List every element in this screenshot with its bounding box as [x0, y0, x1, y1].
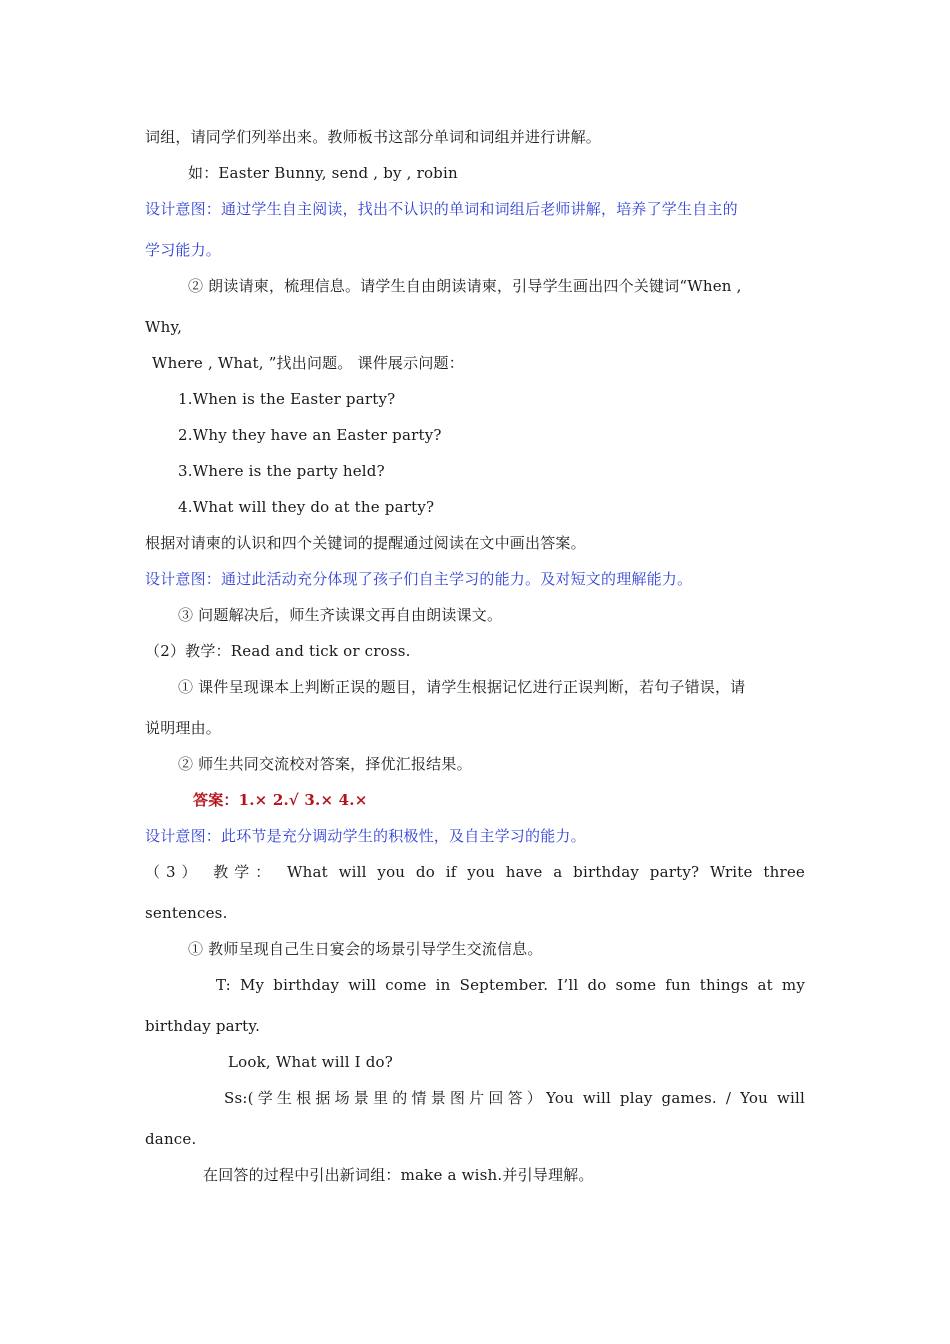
question-item: 3.Where is the party held? [178, 462, 385, 480]
answer-line: 答案：1.× 2.√ 3.× 4.× [193, 791, 368, 809]
question-item: 4.What will they do at the party? [178, 498, 435, 516]
section-heading: （2）教学：Read and tick or cross. [145, 642, 411, 660]
design-intent-line: 设计意图：通过此活动充分体现了孩子们自主学习的能力。及对短文的理解能力。 [145, 570, 693, 588]
step-line: ① 教师呈现自己生日宴会的场景引导学生交流信息。 [188, 940, 543, 958]
step-line: ② 朗读请柬，梳理信息。请学生自由朗读请柬，引导学生画出四个关键词“When , [188, 277, 742, 295]
question-item: 1.When is the Easter party? [178, 390, 396, 408]
section-heading: （3） 教学： What will you do if you have a birthday party? Write three [145, 863, 805, 881]
paragraph-line: Why, [145, 318, 183, 336]
paragraph-line: sentences. [145, 904, 228, 922]
design-intent-line: 设计意图：通过学生自主阅读，找出不认识的单词和词组后老师讲解，培养了学生自主的 [145, 200, 738, 218]
dialogue-line: dance. [145, 1130, 197, 1148]
paragraph-line: 词组，请同学们列举出来。教师板书这部分单词和词组并进行讲解。 [145, 128, 602, 146]
example-words: 如：Easter Bunny, send , by , robin [188, 164, 458, 182]
step-line: ① 课件呈现课本上判断正误的题目，请学生根据记忆进行正误判断，若句子错误，请 [178, 678, 746, 696]
dialogue-line: birthday party. [145, 1017, 261, 1035]
dialogue-line: Ss:(学生根据场景里的情景图片回答）You will play games. / You will [224, 1089, 805, 1107]
dialogue-line: T: My birthday will come in September. I’ll do some fun things at my [216, 976, 805, 994]
design-intent-line: 学习能力。 [145, 241, 222, 259]
step-line: ② 师生共同交流校对答案，择优汇报结果。 [178, 755, 472, 773]
design-intent-line: 设计意图：此环节是充分调动学生的积极性，及自主学习的能力。 [145, 827, 586, 845]
dialogue-line: Look, What will I do? [228, 1053, 394, 1071]
paragraph-line: 在回答的过程中引出新词组：make a wish.并引导理解。 [203, 1166, 594, 1184]
question-item: 2.Why they have an Easter party? [178, 426, 442, 444]
paragraph-line: 说明理由。 [145, 719, 222, 737]
step-line: ③ 问题解决后，师生齐读课文再自由朗读课文。 [178, 606, 503, 624]
paragraph-line: 根据对请柬的认识和四个关键词的提醒通过阅读在文中画出答案。 [145, 534, 586, 552]
paragraph-line: Where , What, ”找出问题。 课件展示问题： [152, 354, 464, 372]
